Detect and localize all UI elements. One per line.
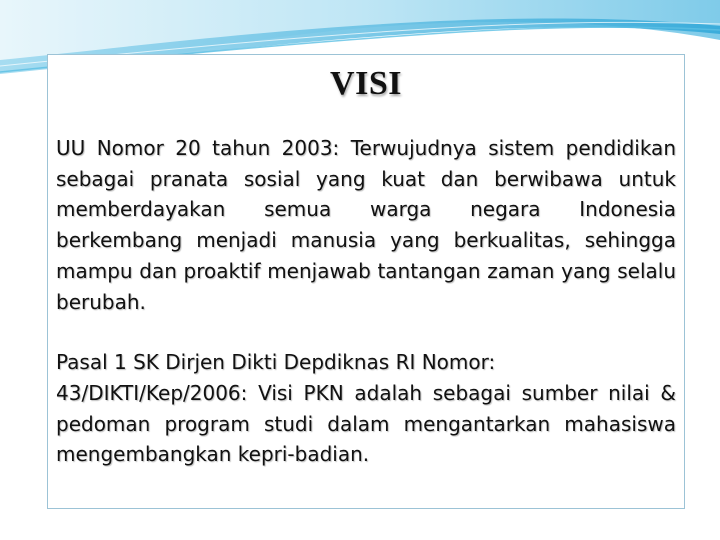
sk-heading-line: Pasal 1 SK Dirjen Dikti Depdiknas RI Nomor:: [56, 350, 496, 375]
slide-body: [56, 133, 676, 470]
vision-paragraph-uu: UU Nomor 20 tahun 2003: Terwujudnya sistem pendidikan sebagai pranata sosial yang kuat dan berwibawa untuk memberdayakan semua warga negara Indonesia berkembang menjadi manusia yang berkualitas, sehingga mampu dan proaktif menjawab tantangan zaman yang selalu berubah.: [56, 136, 676, 314]
vision-paragraph-sk: [56, 347, 676, 470]
content-frame: [47, 54, 685, 509]
slide-title: VISI: [330, 65, 402, 102]
sk-body-text: 43/DIKTI/Kep/2006: Visi PKN adalah sebagai sumber nilai & pedoman program studi dalam mengantarkan mahasiswa mengembangkan kepri-badian.: [56, 380, 676, 467]
